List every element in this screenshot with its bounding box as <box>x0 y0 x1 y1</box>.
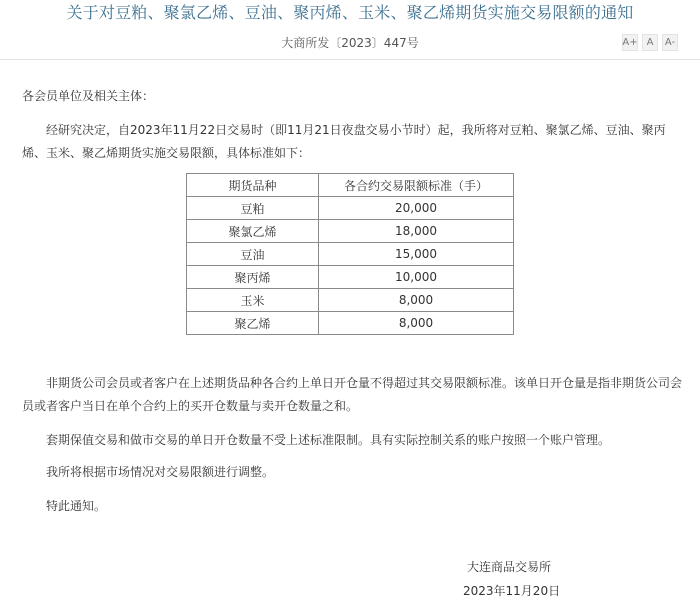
table-header-row <box>187 174 514 197</box>
limit-cell: 15,000 <box>319 243 514 266</box>
table-row <box>187 312 514 335</box>
signature-organization: 大连商品交易所 <box>467 560 552 574</box>
trading-limits-table <box>186 173 514 335</box>
rule-paragraph-1: 非期货公司会员或者客户在上述期货品种各合约上单日开仓量不得超过其交易限额标准。该单日开仓量是指非期货公司会员或者客户当日在单个合约上的买开仓数量与卖开仓数量之和。 <box>22 376 683 413</box>
font-increase-button[interactable]: A+ <box>622 34 638 51</box>
font-reset-button[interactable]: A <box>642 34 658 51</box>
signature-date: 2023年11月20日 <box>463 584 561 598</box>
product-cell: 聚丙烯 <box>187 266 319 289</box>
limit-cell: 8,000 <box>319 289 514 312</box>
font-decrease-button[interactable]: A- <box>662 34 678 51</box>
table-row <box>187 243 514 266</box>
table-row <box>187 197 514 220</box>
limit-cell: 20,000 <box>319 197 514 220</box>
product-cell: 玉米 <box>187 289 319 312</box>
product-cell: 聚乙烯 <box>187 312 319 335</box>
limit-cell: 8,000 <box>319 312 514 335</box>
column-header-limit: 各合约交易限额标准（手） <box>319 174 514 197</box>
table-row <box>187 266 514 289</box>
adjustment-paragraph: 我所将根据市场情况对交易限额进行调整。 <box>46 465 275 479</box>
notice-title: 关于对豆粕、聚氯乙烯、豆油、聚丙烯、玉米、聚乙烯期货实施交易限额的通知 <box>66 3 634 22</box>
intro-paragraph: 经研究决定，自2023年11月22日交易时（即11月21日夜盘交易小节时）起，我所将对豆粕、聚氯乙烯、豆油、聚丙烯、玉米、聚乙烯期货实施交易限额，具体标准如下： <box>22 123 666 160</box>
rule-paragraph-2: 套期保值交易和做市交易的单日开仓数量不受上述标准限制。具有实际控制关系的账户按照一个账户管理。 <box>46 433 611 447</box>
product-cell: 聚氯乙烯 <box>187 220 319 243</box>
closing-paragraph: 特此通知。 <box>46 499 107 513</box>
font-size-controls <box>622 34 678 51</box>
document-number: 大商所发〔2023〕447号 <box>281 36 419 50</box>
product-cell: 豆粕 <box>187 197 319 220</box>
limit-cell: 10,000 <box>319 266 514 289</box>
product-cell: 豆油 <box>187 243 319 266</box>
table-row <box>187 220 514 243</box>
column-header-product: 期货品种 <box>187 174 319 197</box>
limit-cell: 18,000 <box>319 220 514 243</box>
table-row <box>187 289 514 312</box>
header-divider <box>0 59 700 60</box>
salutation: 各会员单位及相关主体： <box>22 89 155 103</box>
